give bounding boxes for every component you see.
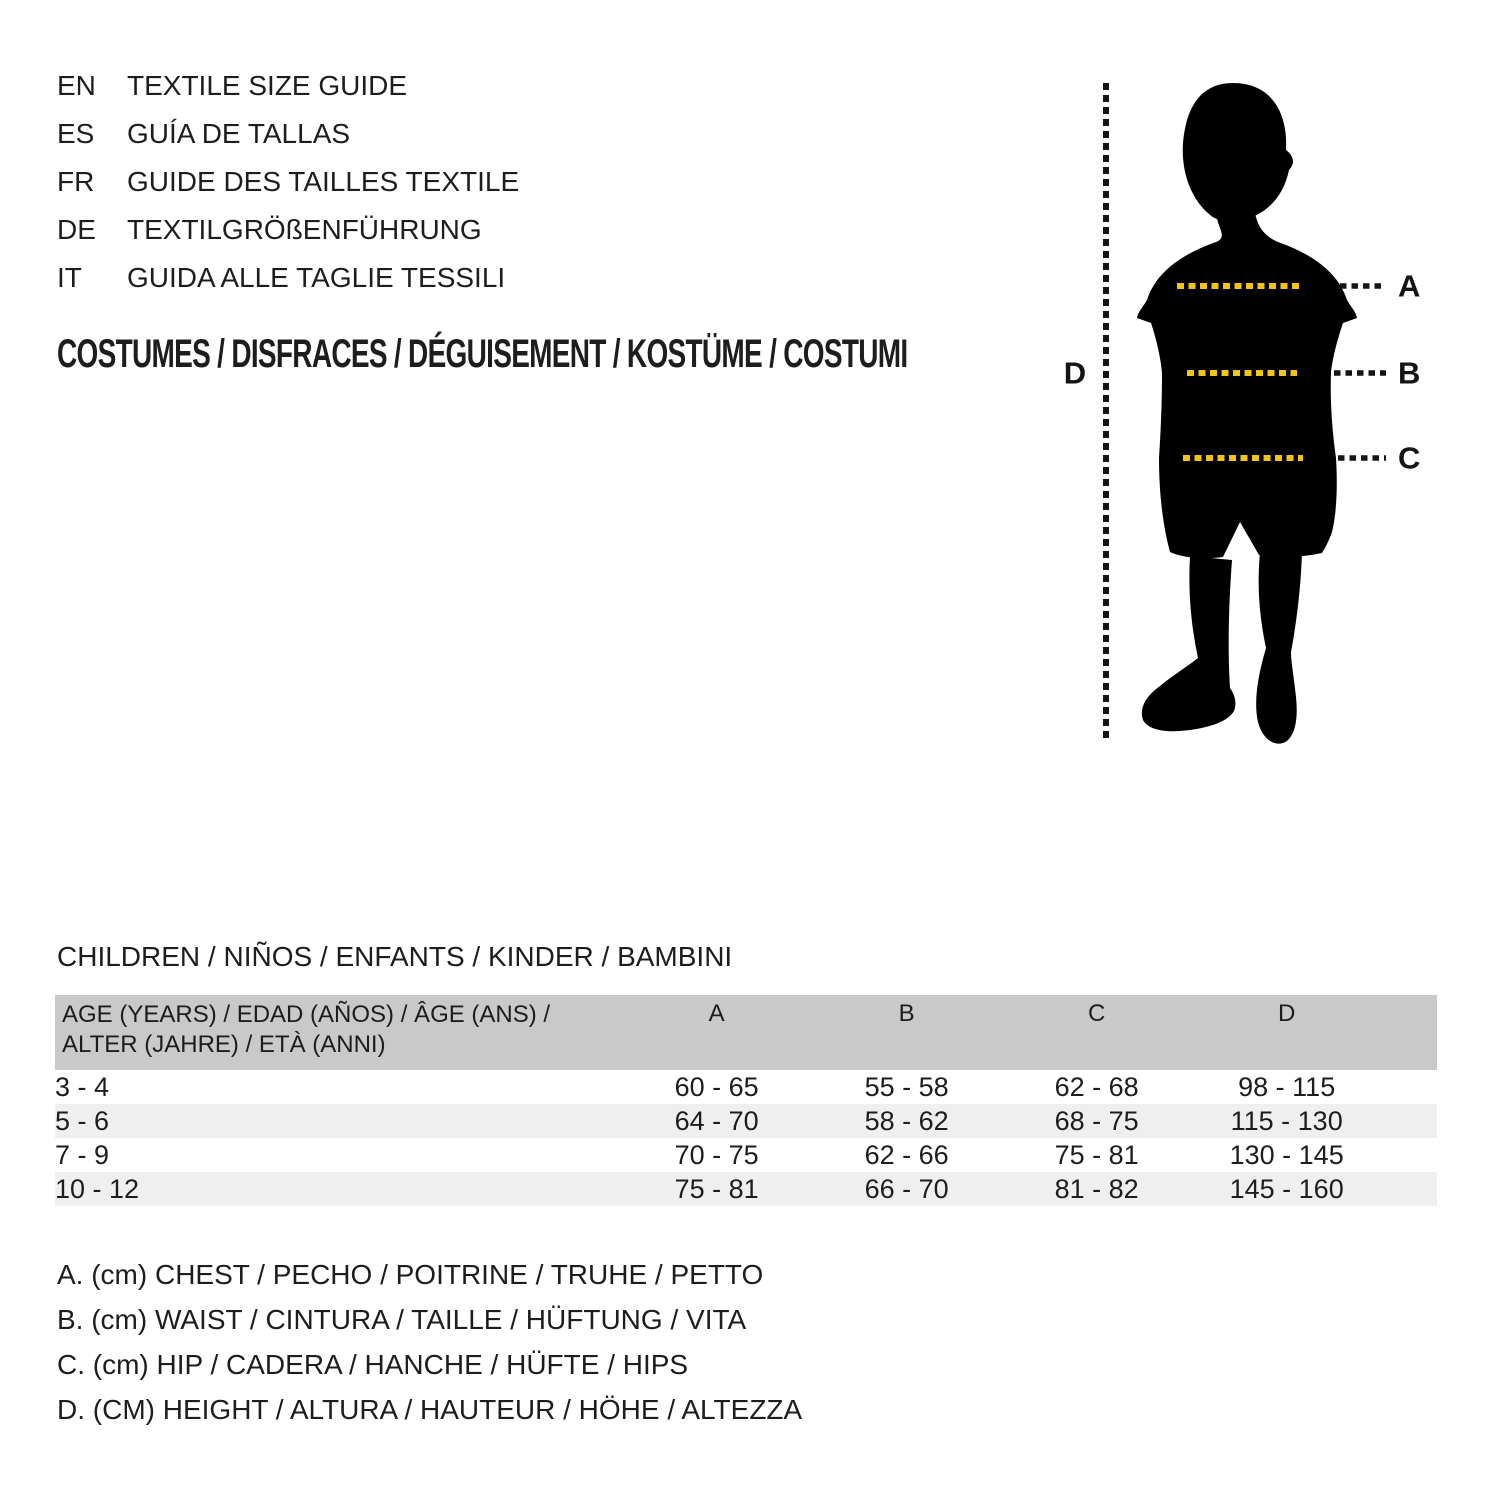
language-code: FR xyxy=(57,166,95,197)
chest-range: 75 - 81 xyxy=(622,1172,812,1206)
legend-item: A. (cm) CHEST / PECHO / POITRINE / TRUHE / PETTO xyxy=(57,1259,764,1290)
child-silhouette-figure xyxy=(1040,60,1460,760)
table-row xyxy=(55,1104,1437,1138)
hip-range: 62 - 68 xyxy=(1054,1071,1139,1102)
height-label: D xyxy=(1063,355,1087,391)
children-size-table xyxy=(55,995,1437,1206)
table-row xyxy=(55,1172,1437,1206)
chest-range: 60 - 65 xyxy=(674,1071,759,1102)
row-spacer xyxy=(1382,1138,1437,1172)
language-code: DE xyxy=(57,214,96,245)
table-row xyxy=(55,1070,1437,1104)
legend-item: D. (CM) HEIGHT / ALTURA / HAUTEUR / HÖHE / ALTEZZA xyxy=(57,1394,803,1425)
age-value: 7 - 9 xyxy=(55,1139,110,1170)
silhouette-right-leg xyxy=(1256,552,1302,744)
column-header-a: A xyxy=(622,995,812,1070)
waist-range: 62 - 66 xyxy=(864,1139,949,1170)
header-spacer xyxy=(1382,995,1437,1070)
age-value: 3 - 4 xyxy=(55,1071,110,1102)
column-header-b: B xyxy=(812,995,1002,1070)
silhouette-left-leg xyxy=(1142,556,1236,731)
language-code: ES xyxy=(57,118,95,149)
table-title: CHILDREN / NIÑOS / ENFANTS / KINDER / BAMBINI xyxy=(57,941,733,972)
language-list xyxy=(57,62,519,302)
column-header-c: C xyxy=(1002,995,1192,1070)
silhouette-body xyxy=(1137,206,1357,558)
age-header-line1: AGE (YEARS) / EDAD (AÑOS) / ÂGE (ANS) / xyxy=(62,1001,551,1028)
age-header-line2: ALTER (JAHRE) / ETÀ (ANNI) xyxy=(62,1031,386,1058)
language-title: GUIDE DES TAILLES TEXTILE xyxy=(127,166,520,197)
language-row xyxy=(57,158,519,206)
chest-range: 64 - 70 xyxy=(622,1104,812,1138)
language-title: TEXTILGRÖßENFÜHRUNG xyxy=(127,214,482,245)
waist-range: 58 - 62 xyxy=(812,1104,1002,1138)
measurement-legend xyxy=(57,1252,802,1432)
age-value: 5 - 6 xyxy=(55,1104,622,1138)
waist-range: 66 - 70 xyxy=(812,1172,1002,1206)
row-spacer xyxy=(1382,1172,1437,1206)
chest-label: A xyxy=(1398,268,1421,304)
table-row xyxy=(55,1138,1437,1172)
category-heading: COSTUMES / DISFRACES / DÉGUISEMENT / KOSTÜME / COSTUMI xyxy=(57,332,908,376)
height-range: 145 - 160 xyxy=(1192,1172,1382,1206)
height-range: 130 - 145 xyxy=(1229,1139,1344,1170)
legend-item: B. (cm) WAIST / CINTURA / TAILLE / HÜFTUNG / VITA xyxy=(57,1304,747,1335)
language-title: GUÍA DE TALLAS xyxy=(127,118,351,149)
age-value: 10 - 12 xyxy=(55,1172,622,1206)
table-header-row xyxy=(55,995,1437,1070)
column-header-d: D xyxy=(1192,995,1382,1070)
language-row xyxy=(57,206,519,254)
height-range: 98 - 115 xyxy=(1238,1071,1336,1102)
language-title: TEXTILE SIZE GUIDE xyxy=(127,70,408,101)
hip-range: 68 - 75 xyxy=(1002,1104,1192,1138)
legend-item: C. (cm) HIP / CADERA / HANCHE / HÜFTE / HIPS xyxy=(57,1349,689,1380)
silhouette-head xyxy=(1183,83,1293,221)
waist-label: B xyxy=(1398,355,1421,391)
language-title: GUIDA ALLE TAGLIE TESSILI xyxy=(127,262,506,293)
row-spacer xyxy=(1382,1104,1437,1138)
language-row xyxy=(57,110,519,158)
row-spacer xyxy=(1382,1070,1437,1104)
chest-range: 70 - 75 xyxy=(674,1139,759,1170)
waist-range: 55 - 58 xyxy=(864,1071,949,1102)
language-code: EN xyxy=(57,70,96,101)
language-code: IT xyxy=(57,262,82,293)
hip-label: C xyxy=(1398,440,1421,476)
height-range: 115 - 130 xyxy=(1192,1104,1382,1138)
language-row xyxy=(57,254,519,302)
hip-range: 75 - 81 xyxy=(1054,1139,1139,1170)
language-row xyxy=(57,62,519,110)
hip-range: 81 - 82 xyxy=(1002,1172,1192,1206)
age-column-header xyxy=(55,995,622,1070)
